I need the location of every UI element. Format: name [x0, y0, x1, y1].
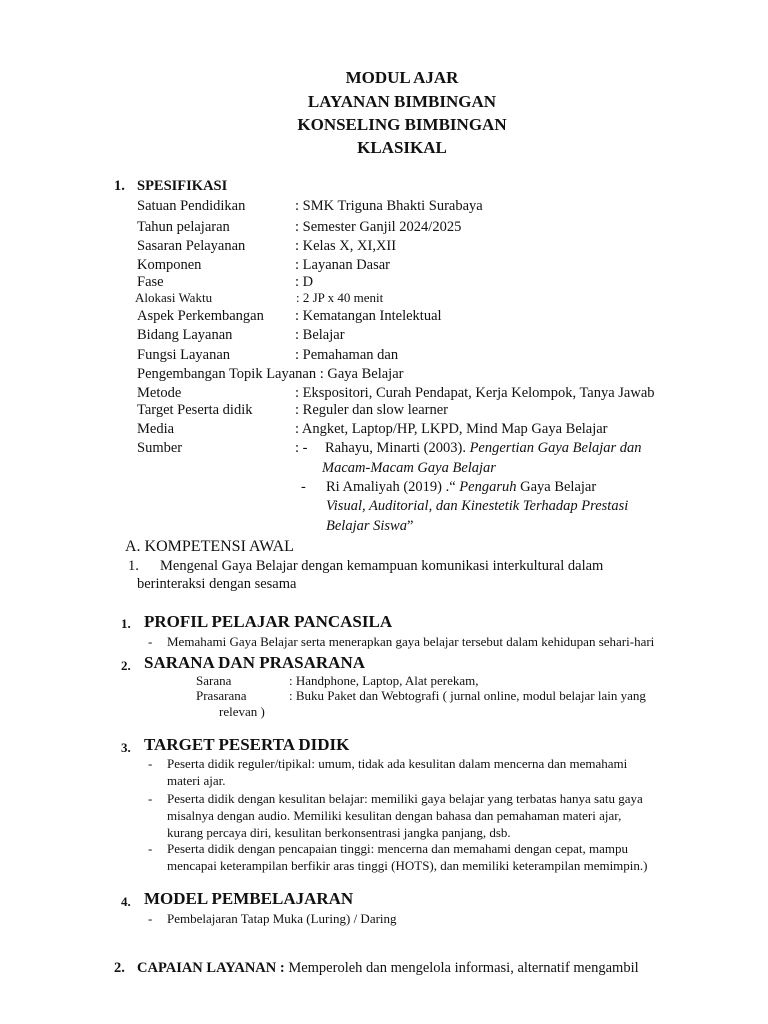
spec-label: Sasaran Pelayanan	[137, 238, 246, 254]
title-line-3: KONSELING BIMBINGAN	[297, 115, 507, 134]
title-line-2: LAYANAN BIMBINGAN	[307, 92, 497, 111]
profil-heading: PROFIL PELAJAR PANCASILA	[144, 612, 393, 631]
spec-label: Tahun pelajaran	[137, 219, 230, 235]
kompetensi-item-number: 1.	[128, 558, 139, 574]
source-title-italic: Pengaruh	[459, 479, 517, 495]
capaian-line	[137, 960, 639, 977]
spec-value: : Belajar	[295, 327, 345, 343]
source-author: Ri Amaliyah (2019) .“	[326, 479, 460, 495]
spec-value: : SMK Triguna Bhakti Surabaya	[295, 198, 483, 214]
title-line-1: MODUL AJAR	[345, 68, 459, 87]
model-bullet-text: Pembelajaran Tatap Muka (Luring) / Daring	[167, 911, 397, 926]
model-number: 4.	[121, 894, 131, 909]
source-2-dash: -	[301, 479, 306, 495]
source-2-line-2: Visual, Auditorial, dan Kinestetik Terhadap Prestasi	[326, 498, 629, 514]
target-bullet-1-line-1: Peserta didik reguler/tipikal: umum, tidak ada kesulitan dalam mencerna dan memahami	[167, 756, 628, 771]
spec-label: Komponen	[137, 257, 202, 273]
spec-value: : Pemahaman dan	[295, 347, 399, 363]
sarana-label: Sarana	[196, 673, 232, 688]
section-number: 1.	[114, 178, 125, 194]
spec-value: : Reguler dan slow learner	[295, 402, 449, 418]
target-bullet-2-line-2: misalnya dengan audio. Memiliki kesulitan dengan bahasa dan pemahaman materi ajar,	[167, 808, 622, 823]
target-heading: TARGET PESERTA DIDIK	[144, 735, 350, 754]
spec-value: : Semester Ganjil 2024/2025	[295, 219, 462, 235]
profil-bullet-text: Memahami Gaya Belajar serta menerapkan gaya belajar tersebut dalam kehidupan sehari-hari	[167, 634, 655, 649]
spec-label: Target Peserta didik	[137, 402, 253, 418]
capaian-text: Memperoleh dan mengelola informasi, alternatif mengambil	[284, 960, 639, 976]
prasarana-value: : Buku Paket dan Webtografi ( jurnal online, modul belajar lain yang	[289, 688, 646, 703]
spec-value: : Angket, Laptop/HP, LKPD, Mind Map Gaya Belajar	[295, 421, 608, 437]
bullet-dash: -	[148, 756, 153, 771]
spec-value: : -	[295, 440, 308, 456]
spec-label: Fase	[137, 274, 164, 290]
sarana-number: 2.	[121, 658, 131, 673]
target-number: 3.	[121, 740, 131, 755]
profil-number: 1.	[121, 616, 131, 631]
bullet-dash: -	[148, 634, 153, 649]
bullet-dash: -	[148, 911, 153, 926]
spec-label: Fungsi Layanan	[137, 347, 231, 363]
capaian-heading: CAPAIAN LAYANAN :	[137, 960, 285, 976]
target-bullet-3-line-2: mencapai keterampilan berfikir aras tinggi (HOTS), dan memiliki keterampilan memimpin.)	[167, 858, 648, 873]
spec-label: Bidang Layanan	[137, 327, 233, 343]
spec-label: Satuan Pendidikan	[137, 198, 246, 214]
target-bullet-2-line-3: kurang percaya diri, kesulitan berkonsentrasi jangka panjang, dsb.	[167, 825, 511, 840]
spec-value: : Ekspositori, Curah Pendapat, Kerja Kelompok, Tanya Jawab	[295, 385, 655, 401]
source-1-line-2: Macam-Macam Gaya Belajar	[322, 460, 496, 476]
spec-value: : Layanan Dasar	[295, 257, 391, 273]
bullet-dash: -	[148, 791, 153, 806]
prasarana-label: Prasarana	[196, 688, 247, 703]
kompetensi-awal-heading: A. KOMPETENSI AWAL	[125, 538, 294, 555]
source-1-line-1	[325, 440, 642, 457]
spec-value: : Kelas X, XI,XII	[295, 238, 397, 254]
title-line-4: KLASIKAL	[357, 138, 447, 157]
prasarana-value-continued: relevan )	[219, 704, 265, 719]
source-title-end: Belajar Siswa	[326, 518, 407, 534]
source-title: Pengertian Gaya Belajar dan	[469, 440, 642, 456]
source-2-line-3	[326, 518, 413, 535]
target-bullet-3-line-1: Peserta didik dengan pencapaian tinggi: mencerna dan memahami dengan cepat, mampu	[167, 841, 628, 856]
spec-label: Metode	[137, 385, 182, 401]
target-bullet-2-line-1: Peserta didik dengan kesulitan belajar: memiliki gaya belajar yang terbatas hanya satu gaya	[167, 791, 643, 806]
sarana-value: : Handphone, Laptop, Alat perekam,	[289, 673, 479, 688]
spec-label: Aspek Perkembangan	[137, 308, 264, 324]
capaian-number: 2.	[114, 960, 125, 976]
source-author: Rahayu, Minarti (2003).	[325, 440, 470, 456]
spesifikasi-heading: SPESIFIKASI	[137, 178, 228, 194]
kompetensi-item-line-1: Mengenal Gaya Belajar dengan kemampuan komunikasi interkultural dalam	[160, 558, 604, 574]
spec-label: Pengembangan Topik Layanan : Gaya Belajar	[137, 366, 404, 382]
source-2-line-1	[326, 479, 596, 496]
kompetensi-item-line-2: berinteraksi dengan sesama	[137, 576, 297, 592]
spec-label: Sumber	[137, 440, 183, 456]
spec-value: : D	[295, 274, 314, 290]
sarana-heading: SARANA DAN PRASARANA	[144, 653, 366, 672]
spec-label: Alokasi Waktu	[135, 290, 213, 305]
target-bullet-1-line-2: materi ajar.	[167, 773, 226, 788]
model-heading: MODEL PEMBELAJARAN	[144, 889, 354, 908]
spec-value: : 2 JP x 40 menit	[296, 290, 384, 305]
bullet-dash: -	[148, 841, 153, 856]
spec-label: Media	[137, 421, 175, 437]
source-close-quote: ”	[406, 518, 414, 534]
source-title-normal: Gaya Belajar	[516, 479, 597, 495]
spec-value: : Kematangan Intelektual	[295, 308, 442, 324]
